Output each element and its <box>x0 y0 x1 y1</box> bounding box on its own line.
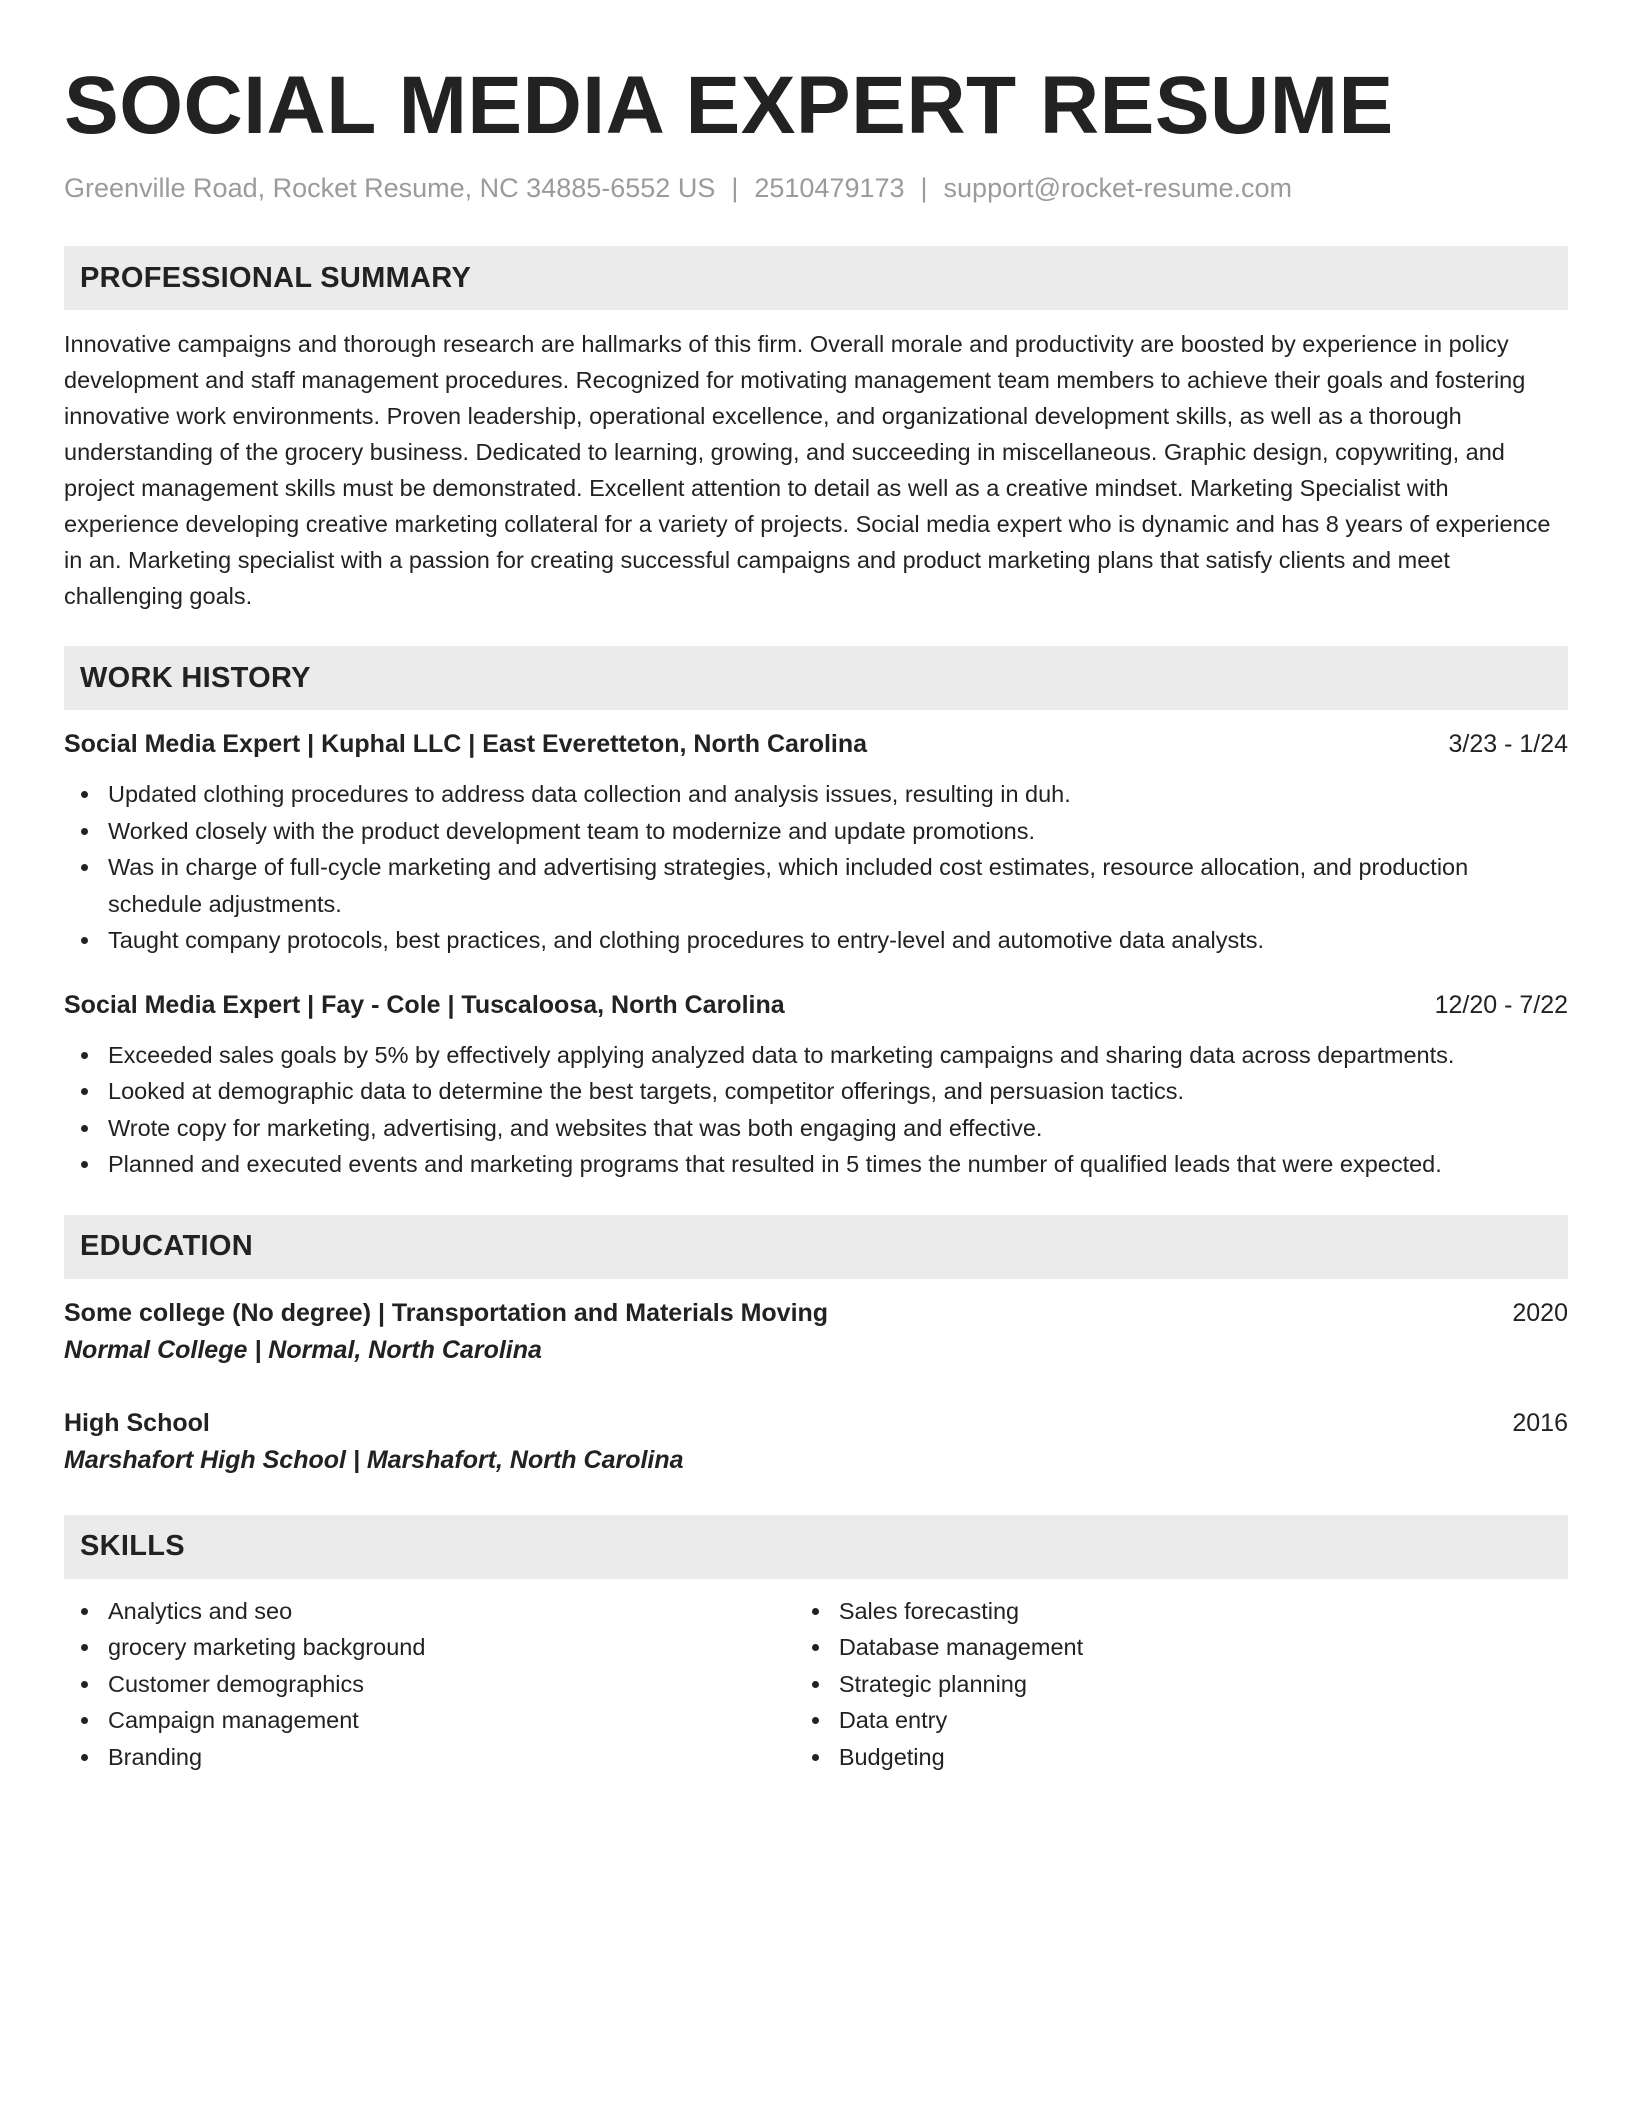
skill-item: Sales forecasting <box>839 1593 1568 1630</box>
skill-item: Database management <box>839 1629 1568 1666</box>
contact-separator: | <box>731 173 739 203</box>
job-bullet: Worked closely with the product development team to modernize and update promotions. <box>108 813 1568 850</box>
education-year: 2016 <box>1512 1408 1568 1437</box>
job-entry <box>64 726 1568 959</box>
job-title: Social Media Expert | Kuphal LLC | East Everetteton, North Carolina <box>64 730 868 758</box>
job-bullets <box>64 1037 1568 1183</box>
contact-email: support@rocket-resume.com <box>943 173 1293 203</box>
resume-title: SOCIAL MEDIA EXPERT RESUME <box>64 60 1394 151</box>
job-title: Social Media Expert | Fay - Cole | Tuscaloosa, North Carolina <box>64 990 785 1019</box>
education-header <box>64 1405 1568 1441</box>
section-heading-education: EDUCATION <box>64 1215 1568 1279</box>
skills-list-right <box>795 1593 1568 1776</box>
education-school: Normal College | Normal, North Carolina <box>64 1335 542 1364</box>
section-heading-summary: PROFESSIONAL SUMMARY <box>64 246 1568 310</box>
skill-item: grocery marketing background <box>108 1629 795 1666</box>
skill-item: Campaign management <box>108 1702 795 1739</box>
education-section <box>64 1215 1568 1479</box>
education-title: High School <box>64 1408 210 1437</box>
skills-list-left <box>64 1593 795 1776</box>
education-school: Marshafort High School | Marshafort, North Carolina <box>64 1445 684 1474</box>
contact-address: Greenville Road, Rocket Resume, NC 34885-6552 US <box>64 173 716 203</box>
contact-line <box>64 170 1568 206</box>
skills-section <box>64 1515 1568 1776</box>
summary-text: Innovative campaigns and thorough research are hallmarks of this firm. Overall morale and productivity are boosted by experience in policy development and staff management procedures. Recognized for motivating management team members to achieve their goals and fostering innovative work environments. Proven leadership, operational excellence, and organizational development skills, as well as a thorough understanding of the grocery business. Dedicated to learning, growing, and succeeding in miscellaneous. Graphic design, copywriting, and project management skills must be demonstrated. Excellent attention to detail as well as a creative mindset. Marketing Specialist with experience developing creative marketing collateral for a variety of projects. Social media expert who is dynamic and has 8 years of experience in an. Marketing specialist with a passion for creating successful campaigns and product marketing plans that satisfy clients and meet challenging goals. <box>64 331 1551 609</box>
job-bullets <box>64 776 1568 959</box>
section-heading-work-history: WORK HISTORY <box>64 646 1568 710</box>
education-year: 2020 <box>1512 1298 1568 1327</box>
skill-item: Customer demographics <box>108 1666 795 1703</box>
summary-section <box>64 246 1568 614</box>
skill-item: Branding <box>108 1739 795 1776</box>
job-bullet: Looked at demographic data to determine the best targets, competitor offerings, and persuasion tactics. <box>108 1073 1568 1110</box>
job-header <box>64 726 1568 762</box>
job-dates: 3/23 - 1/24 <box>1448 730 1568 758</box>
education-entry <box>64 1405 1568 1479</box>
skill-item: Budgeting <box>839 1739 1568 1776</box>
job-bullet: Updated clothing procedures to address data collection and analysis issues, resulting in duh. <box>108 776 1568 813</box>
job-entry <box>64 987 1568 1183</box>
work-history-section <box>64 646 1568 1183</box>
job-header <box>64 987 1568 1023</box>
skills-columns <box>64 1593 1568 1776</box>
skill-item: Analytics and seo <box>108 1593 795 1630</box>
skill-item: Data entry <box>839 1702 1568 1739</box>
job-bullet: Wrote copy for marketing, advertising, and websites that was both engaging and effective. <box>108 1110 1568 1147</box>
education-title: Some college (No degree) | Transportation and Materials Moving <box>64 1298 829 1327</box>
job-dates: 12/20 - 7/22 <box>1434 990 1568 1019</box>
education-header <box>64 1295 1568 1331</box>
education-entry <box>64 1295 1568 1369</box>
skill-item: Strategic planning <box>839 1666 1568 1703</box>
contact-phone: 2510479173 <box>754 173 905 203</box>
section-heading-skills: SKILLS <box>64 1515 1568 1579</box>
job-bullet: Planned and executed events and marketing programs that resulted in 5 times the number of qualified leads that were expected. <box>108 1146 1568 1183</box>
job-bullet: Taught company protocols, best practices, and clothing procedures to entry-level and automotive data analysts. <box>108 922 1568 959</box>
job-bullet: Exceeded sales goals by 5% by effectively applying analyzed data to marketing campaigns and sharing data across departments. <box>108 1037 1568 1074</box>
contact-separator: | <box>920 173 928 203</box>
job-bullet: Was in charge of full-cycle marketing and advertising strategies, which included cost estimates, resource allocation, and production schedule adjustments. <box>108 849 1568 922</box>
